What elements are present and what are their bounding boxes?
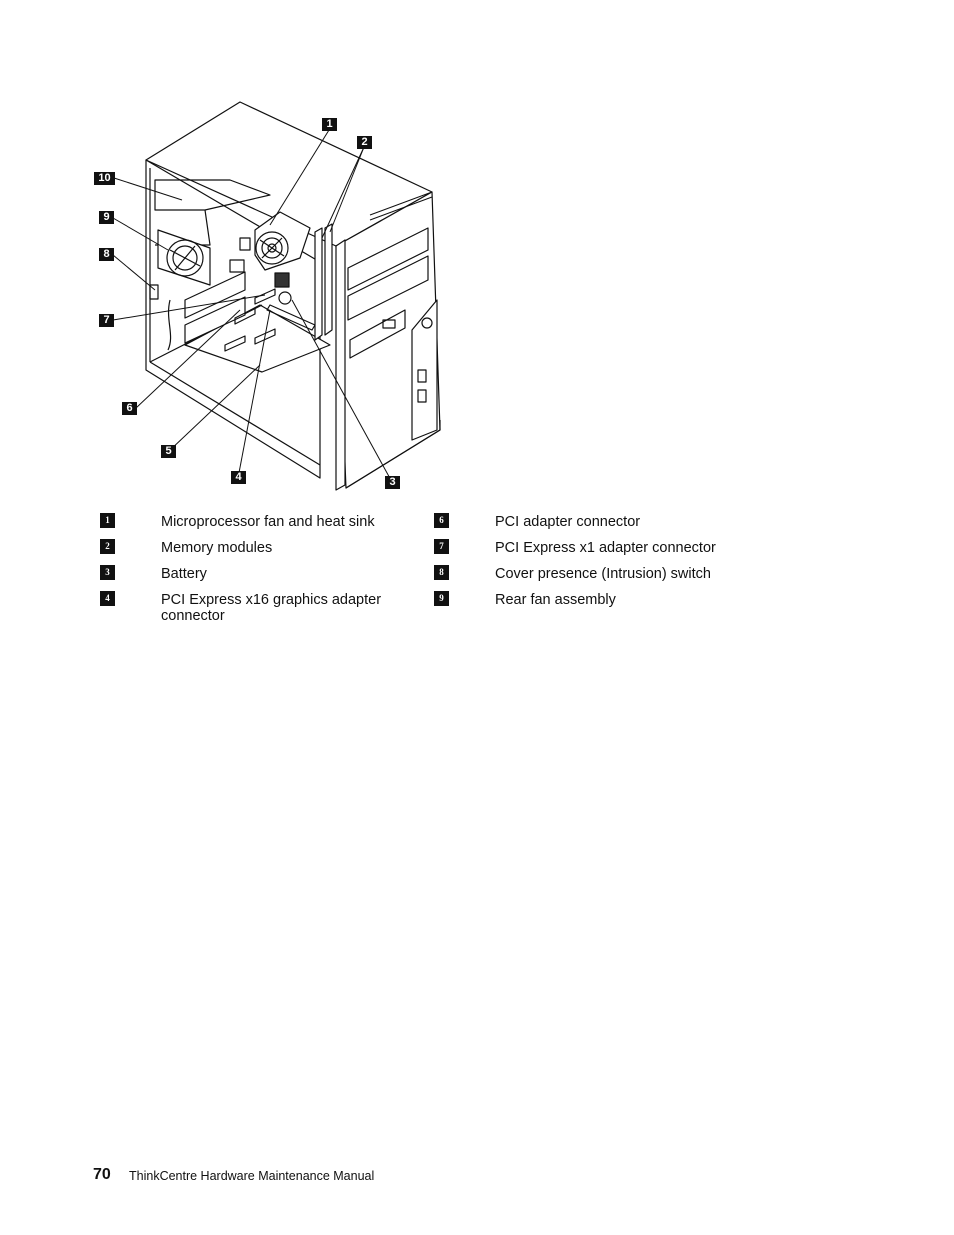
legend-label: Cover presence (Intrusion) switch <box>495 566 711 582</box>
callout-7: 7 <box>99 314 114 327</box>
callout-8: 8 <box>99 248 114 261</box>
page-number: 70 <box>93 1166 111 1183</box>
callout-10: 10 <box>94 172 115 185</box>
callout-9: 9 <box>99 211 114 224</box>
legend-number-badge: 7 <box>434 539 449 554</box>
callout-6: 6 <box>122 402 137 415</box>
legend-label: PCI Express x1 adapter connector <box>495 540 716 556</box>
legend-label: PCI Express x16 graphics adapter connector <box>161 592 382 624</box>
callout-4: 4 <box>231 471 246 484</box>
legend-label: Memory modules <box>161 540 273 556</box>
manual-title: ThinkCentre Hardware Maintenance Manual <box>129 1169 375 1183</box>
legend-number-badge: 3 <box>100 565 115 580</box>
legend-number-badge: 9 <box>434 591 449 606</box>
callout-2: 2 <box>357 136 372 149</box>
legend-label: Rear fan assembly <box>495 592 616 608</box>
legend-label: PCI adapter connector <box>495 514 641 530</box>
legend-number-badge: 6 <box>434 513 449 528</box>
callout-5: 5 <box>161 445 176 458</box>
computer-internals-illustration <box>0 0 954 500</box>
legend-label: Battery <box>161 566 207 582</box>
legend-number-badge: 2 <box>100 539 115 554</box>
legend-number-badge: 1 <box>100 513 115 528</box>
legend-number-badge: 4 <box>100 591 115 606</box>
callout-1: 1 <box>322 118 337 131</box>
chassis-line-drawing <box>0 0 954 500</box>
legend-label: Microprocessor fan and heat sink <box>161 514 375 530</box>
callout-3: 3 <box>385 476 400 489</box>
legend-number-badge: 8 <box>434 565 449 580</box>
